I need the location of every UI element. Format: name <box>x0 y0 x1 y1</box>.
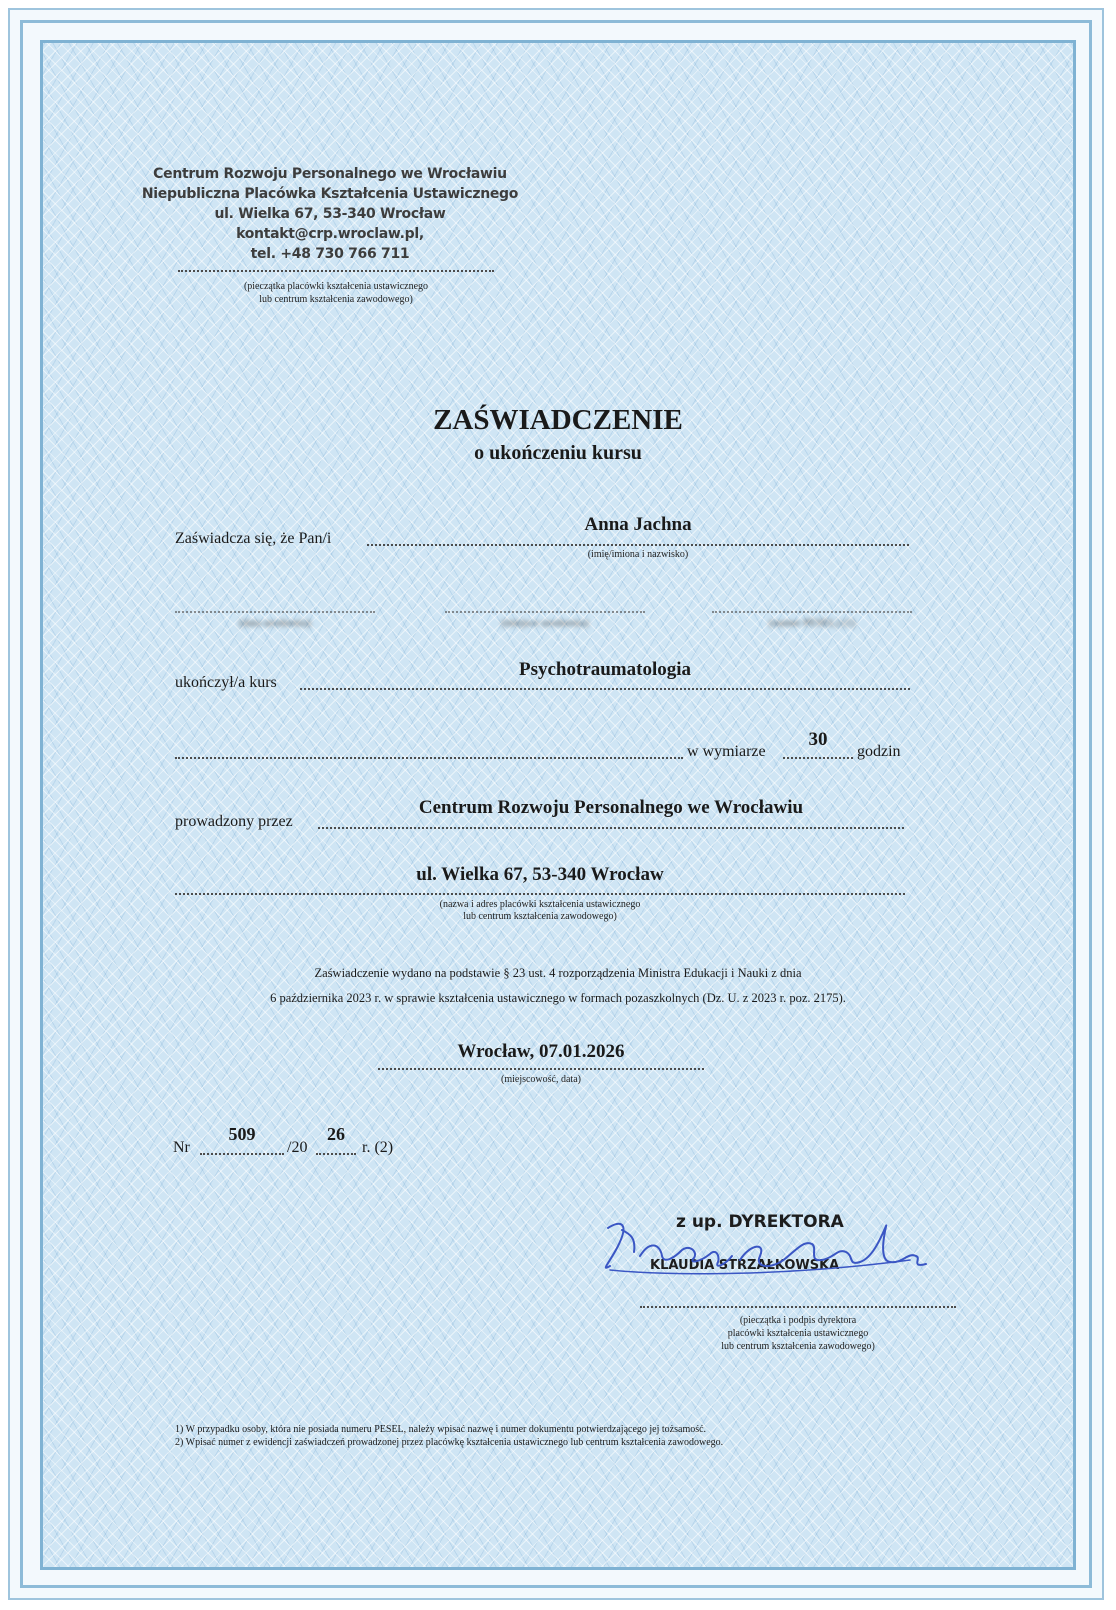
provider-address: ul. Wielka 67, 53-340 Wrocław <box>416 864 664 885</box>
pesel-caption: (numer PESEL) (1) <box>768 617 856 629</box>
year-dotted-line <box>316 1153 356 1155</box>
pesel-dotted-line <box>712 611 912 613</box>
provider-dotted-line <box>318 827 904 829</box>
provider-name: Centrum Rozwoju Personalnego we Wrocławiu <box>418 797 804 818</box>
provider-caption-1: (nazwa i adres placówki kształcenia ustawicznego <box>439 899 641 910</box>
person-name: Anna Jachna <box>584 514 692 535</box>
legal-basis-line-1: Zaświadczenie wydano na podstawie § 23 ust. 4 rozporządzenia Ministra Edukacji i Nauki z dnia <box>314 966 802 980</box>
course-dotted-line <box>300 688 910 690</box>
handwritten-signature <box>590 1200 930 1290</box>
hours-dotted-line <box>783 757 853 759</box>
course-name: Psychotraumatologia <box>518 659 692 680</box>
provider-caption-2: lub centrum kształcenia zawodowego) <box>463 911 617 922</box>
hours-leading-dotted-line <box>175 757 683 759</box>
hours-label: w wymiarze <box>687 743 766 760</box>
stamp-caption-1: (pieczątka placówki kształcenia ustawicznego <box>243 281 429 292</box>
person-dotted-line <box>367 544 909 546</box>
place-date-caption: (miejscowość, data) <box>501 1074 581 1085</box>
stamp-line-3: ul. Wielka 67, 53-340 Wrocław <box>214 206 446 222</box>
footnote-2: 2) Wpisać numer z ewidencji zaświadczeń prowadzonej przez placówkę kształcenia ustawicznego lub centrum kształcenia zawodowego. <box>175 1437 724 1448</box>
signature-dotted-line <box>640 1306 956 1308</box>
footnote-1: 1) W przypadku osoby, która nie posiada numeru PESEL, należy wpisać nazwę i numer dokumentu potwierdzającego jej tożsamość. <box>175 1424 707 1435</box>
person-caption: (imię/imiona i nazwisko) <box>587 549 689 560</box>
signature-stamp-line-1: z up. DYREKTORA <box>676 1212 844 1232</box>
birth-date-dotted-line <box>175 611 375 613</box>
document-subtitle: o ukończeniu kursu <box>474 442 642 464</box>
stamp-line-5: tel. +48 730 766 711 <box>250 246 410 262</box>
place-date-value: Wrocław, 07.01.2026 <box>457 1041 625 1062</box>
hours-value: 30 <box>808 729 828 750</box>
birth-date-caption: (data urodzenia) <box>239 617 311 629</box>
director-signature-block <box>590 1200 930 1290</box>
place-date-dotted-line <box>378 1068 704 1070</box>
course-label: ukończył/a kurs <box>175 674 277 691</box>
number-prefix: Nr <box>173 1139 190 1156</box>
address-dotted-line <box>175 893 905 895</box>
number-dotted-line <box>200 1153 284 1155</box>
birth-place-dotted-line <box>445 611 645 613</box>
signature-caption-3: lub centrum kształcenia zawodowego) <box>721 1341 875 1352</box>
number-value: 509 <box>228 1124 256 1144</box>
number-suffix: r. (2) <box>362 1139 394 1156</box>
number-middle: /20 <box>287 1139 308 1156</box>
hours-unit: godzin <box>857 743 901 760</box>
number-year: 26 <box>327 1124 345 1144</box>
signature-caption-1: (pieczątka i podpis dyrektora <box>739 1315 857 1326</box>
stamp-line-1: Centrum Rozwoju Personalnego we Wrocławiu <box>153 166 507 182</box>
signature-caption-2: placówki kształcenia ustawicznego <box>727 1328 869 1339</box>
legal-basis-line-2: 6 października 2023 r. w sprawie kształcenia ustawicznego w formach pozaszkolnych (Dz. U. z 2023 r. poz. 2175). <box>270 991 846 1005</box>
stamp-line-4: kontakt@crp.wroclaw.pl, <box>236 226 424 242</box>
stamp-line-2: Niepubliczna Placówka Kształcenia Ustawicznego <box>141 186 519 202</box>
signature-stamp-line-2: KLAUDIA STRZAŁKOWSKA <box>650 1258 840 1273</box>
provider-label: prowadzony przez <box>175 813 293 830</box>
person-label: Zaświadcza się, że Pan/i <box>175 530 332 547</box>
stamp-dotted-line <box>178 270 494 272</box>
document-title: ZAŚWIADCZENIE <box>433 404 683 436</box>
birth-place-caption: (miejsce urodzenia) <box>501 617 589 629</box>
stamp-caption-2: lub centrum kształcenia zawodowego) <box>259 294 413 305</box>
